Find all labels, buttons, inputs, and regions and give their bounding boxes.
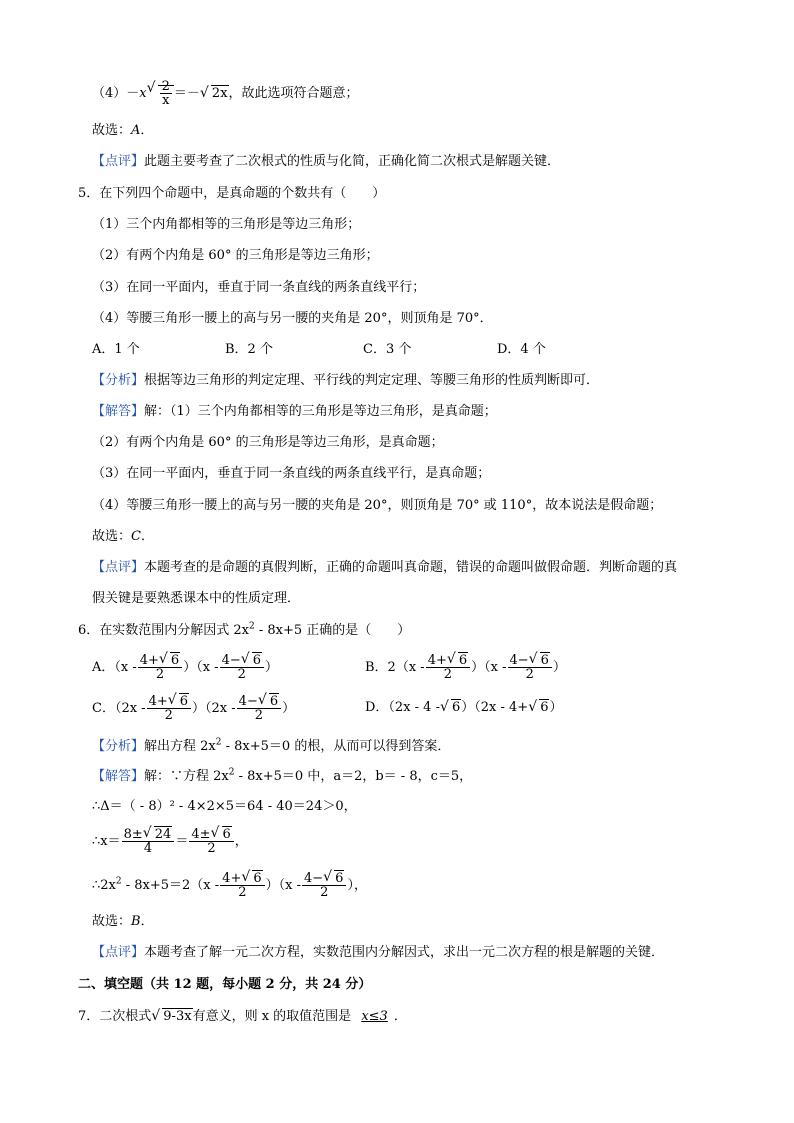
q5-review-2: 假关键是要熟悉课本中的性质定理． xyxy=(92,591,301,606)
q6-answer: 故选：B． xyxy=(92,914,154,929)
fraction: 4+ √ 6 2 xyxy=(147,695,191,722)
fraction: 4− √ 6 2 xyxy=(220,654,264,681)
answer-blank[interactable]: x≤3 xyxy=(361,1009,388,1024)
analysis-tag: 【分析】 xyxy=(92,373,145,388)
radical: √ $\frac{2}{x}$ xyxy=(147,80,174,107)
q5-solution-4: （4）等腰三角形一腰上的高与另一腰的夹角是 20°，则顶角是 70° 或 110°，故本说法是假命题； xyxy=(92,498,663,513)
review-tag: 【点评】 xyxy=(92,154,145,169)
q6-review: 【点评】本题考查了解一元二次方程，实数范围内分解因式，求出一元二次方程的根是解题的关键． xyxy=(92,945,665,960)
q5-item-3: （3）在同一平面内，垂直于同一条直线的两条直线平行； xyxy=(92,280,426,295)
q5-option-c[interactable]: C．3 个 xyxy=(363,342,412,357)
q5-option-b[interactable]: B．2 个 xyxy=(225,342,273,357)
solution-tag: 【解答】 xyxy=(92,404,145,419)
q6-option-b[interactable]: B．2（x - 4+ √ 6 2 ）（x - 4− √ 6 2 ） xyxy=(365,651,566,682)
q4-review: 【点评】此题主要考查了二次根式的性质与化简，正确化简二次根式是解题关键． xyxy=(92,154,561,169)
q4-answer: 故选：A． xyxy=(92,123,154,138)
q5-option-d[interactable]: D．4 个 xyxy=(497,342,546,357)
q5-item-2: （2）有两个内角是 60° 的三角形是等边三角形； xyxy=(92,248,379,263)
q5-solution-1: 【解答】解：（1）三个内角都相等的三角形是等边三角形，是真命题； xyxy=(92,404,497,419)
review-tag: 【点评】 xyxy=(92,945,145,960)
q5-item-1: （1）三个内角都相等的三角形是等边三角形； xyxy=(92,217,361,232)
fraction: 4± √ 6 2 xyxy=(189,828,233,855)
fraction: 4− √ 6 2 xyxy=(237,695,281,722)
q6-option-a[interactable]: A．（x - 4+ √ 6 2 ）（x - 4− √ 6 2 ） xyxy=(92,651,279,682)
review-tag: 【点评】 xyxy=(92,560,145,575)
q4-line-4: （4）－x √ $\frac{2}{x}$ ＝－ √ 2x，故此选项符合题意； xyxy=(92,79,359,108)
fraction: 4+ √ 6 2 xyxy=(220,872,264,899)
q6-solution-4: $\therefore 2x^2 - 8x+5=2(x$ - 4+ √ 6 2 ）（x - 4− √ 6 2 ）， xyxy=(92,869,367,900)
q5-answer: 故选：C． xyxy=(92,529,154,544)
radical: √ 2x xyxy=(199,85,228,101)
q7-stem: 7．二次根式 √ 9-3x有意义，则 x 的取值范围是 x≤3 ． xyxy=(78,1008,407,1024)
fraction: 4+ √ 6 2 xyxy=(426,654,470,681)
q6-option-c[interactable]: C．（2x - 4+ √ 6 2 ）（2x - 4− √ 6 2 ） xyxy=(92,692,296,723)
analysis-tag: 【分析】 xyxy=(92,739,145,754)
q5-review-1: 【点评】本题考查的是命题的真假判断，正确的命题叫真命题，错误的命题叫做假命题．判断命题的真 xyxy=(92,560,678,575)
q6-solution-1: 【解答】解：∵方程 $2x^2 - 8x+5=0$ 中，a＝2，b＝ - 8，c＝5， xyxy=(92,767,473,784)
fraction: 8± √ 24 4 xyxy=(122,828,175,855)
section-title: 二、填空题（共 12 题，每小题 2 分，共 24 分） xyxy=(78,977,372,992)
radical: √ 9-3x xyxy=(151,1008,192,1024)
fraction: 4− √ 6 2 xyxy=(302,872,346,899)
solution-tag: 【解答】 xyxy=(92,769,145,784)
q5-item-4: （4）等腰三角形一腰上的高与另一腰的夹角是 20°，则顶角是 70°． xyxy=(92,311,493,326)
fraction: 4− √ 6 2 xyxy=(508,654,552,681)
fraction: $\frac{2}{x}$ xyxy=(161,79,170,108)
q6-option-d[interactable]: D．（2x - 4 - √ 6）（2x - 4+ √ 6） xyxy=(365,699,563,715)
q6-solution-3: ∴x＝ 8± √ 24 4 ＝ 4± √ 6 2 ， xyxy=(92,825,248,856)
q6-analysis: 【分析】解出方程 $2x^2 - 8x+5=0$ 的根，从而可以得到答案． xyxy=(92,737,451,754)
fraction: 4+ √ 6 2 xyxy=(138,654,182,681)
q5-solution-2: （2）有两个内角是 60° 的三角形是等边三角形，是真命题； xyxy=(92,435,444,450)
q5-option-a[interactable]: A．1 个 xyxy=(92,342,140,357)
q5-solution-3: （3）在同一平面内，垂直于同一条直线的两条直线平行，是真命题； xyxy=(92,466,491,481)
q5-stem: 5．在下列四个命题中，是真命题的个数共有（ ） xyxy=(78,186,386,201)
q5-analysis: 【分析】根据等边三角形的判定定理、平行线的判定定理、等腰三角形的性质判断即可． xyxy=(92,373,600,388)
q6-stem: 6．在实数范围内分解因式 $2x^2 - 8x+5$ 正确的是（ ） xyxy=(78,621,411,638)
q6-solution-2: ∴Δ＝（ - 8）² - 4×2×5＝64 - 40＝24＞0， xyxy=(92,799,357,814)
